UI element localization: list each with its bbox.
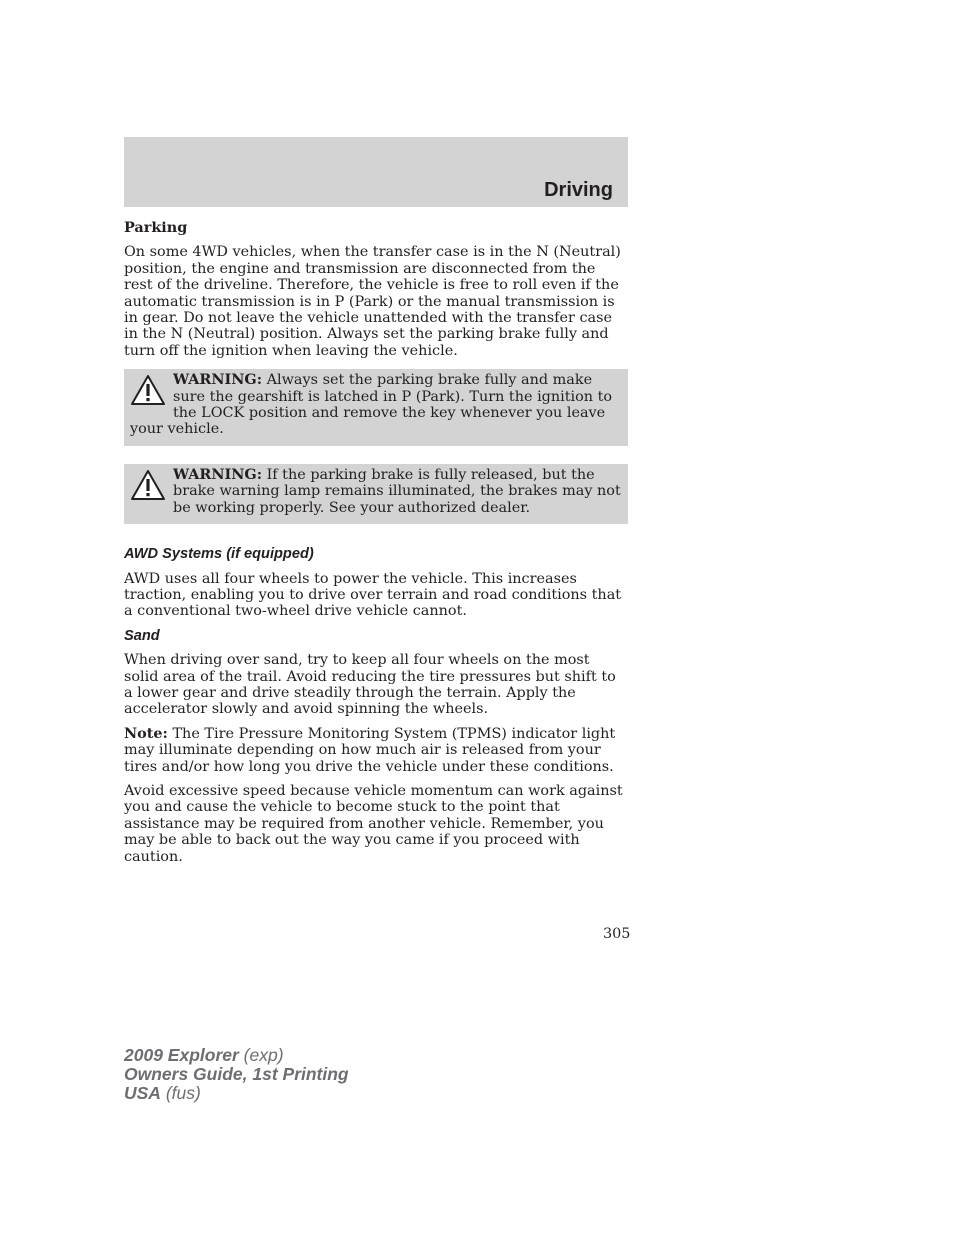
footer-printing: Owners Guide, 1st Printing xyxy=(124,1064,349,1084)
parking-paragraph: On some 4WD vehicles, when the transfer case is in the N (Neutral) position, the engine and transmission are disconnected from the rest of the driveline. Therefore, the vehicle is free to roll even if the automatic transmission is in P (Park) or the manual transmission is in gear. Do not leave the vehicle unattended with the transfer case in the N (Neutral) position. Always set the parking brake fully and turn off the ignition when leaving the vehicle. xyxy=(124,244,621,359)
section-header-band xyxy=(124,137,628,207)
footer-model: 2009 Explorer xyxy=(124,1045,239,1065)
parking-heading: Parking xyxy=(124,219,188,236)
footer-line-2 xyxy=(124,1065,349,1084)
warning-text: If the parking brake is fully released, but the brake warning lamp remains illuminated, the brakes may not be working properly. See your authorized dealer. xyxy=(173,466,621,516)
sand-heading: Sand xyxy=(124,627,160,644)
warning-triangle-icon xyxy=(130,374,166,406)
footer-model-code: (exp) xyxy=(238,1045,284,1065)
footer-market-code: (fus) xyxy=(160,1083,201,1103)
note-text: The Tire Pressure Monitoring System (TPMS) indicator light may illuminate depending on how much air is released from your tires and/or how long you drive the vehicle under these conditions. xyxy=(124,725,616,775)
awd-heading: AWD Systems (if equipped) xyxy=(124,546,314,563)
footer-market: USA xyxy=(124,1083,161,1103)
page-number: 305 xyxy=(603,926,631,942)
note-paragraph xyxy=(124,726,628,775)
page-content xyxy=(124,220,628,873)
warning-label: WARNING: xyxy=(173,465,263,483)
warning-triangle-icon xyxy=(130,469,166,501)
section-title: Driving xyxy=(544,179,613,201)
footer-line-3 xyxy=(124,1084,349,1103)
footer-imprint xyxy=(124,1046,349,1103)
footer-line-1 xyxy=(124,1046,349,1065)
awd-paragraph: AWD uses all four wheels to power the vehicle. This increases traction, enabling you to drive over terrain and road conditions that a conventional two-wheel drive vehicle cannot. xyxy=(124,570,622,620)
speed-paragraph: Avoid excessive speed because vehicle momentum can work against you and cause the vehicle to become stuck to the point that assistance may be required from another vehicle. Remember, you may be able to back out the way you came if you proceed with caution. xyxy=(124,782,623,865)
warning-label: WARNING: xyxy=(173,371,263,389)
note-label: Note: xyxy=(124,724,168,742)
warning-box-1 xyxy=(124,369,628,446)
warning-box-2 xyxy=(124,464,628,524)
warning-text: Always set the parking brake fully and make sure the gearshift is latched in P (Park). Turn the ignition to the LOCK position and remove the key whenever you leave your vehicle. xyxy=(130,372,613,438)
sand-paragraph: When driving over sand, try to keep all four wheels on the most solid area of the trail. Avoid reducing the tire pressures but shift to a lower gear and drive steadily through the terrain. Apply the accelerator slowly and avoid spinning the wheels. xyxy=(124,652,616,718)
